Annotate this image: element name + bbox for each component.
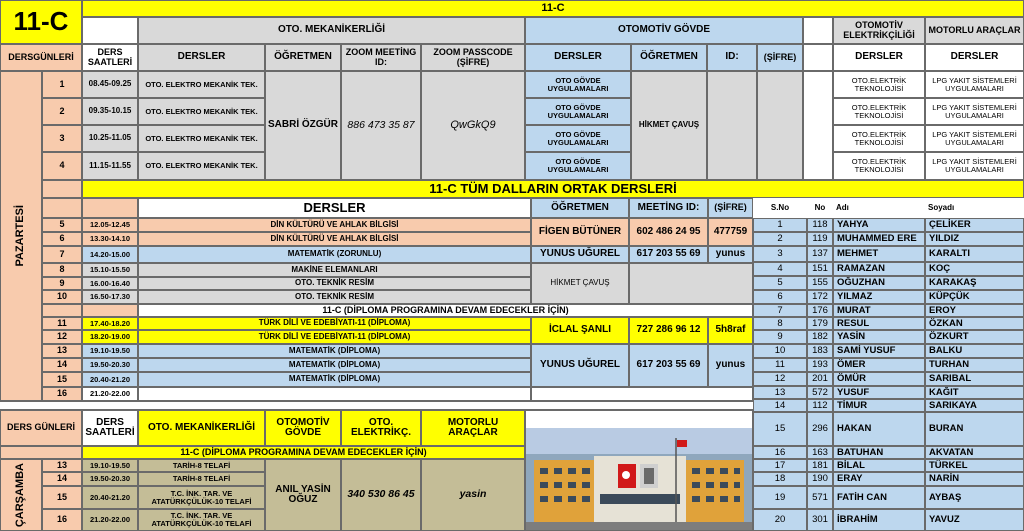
period-time: 16.50-17.30 [82,290,138,304]
student-header-soyadi: Soyadı [925,198,1024,218]
area-oto-mekanikerligi: OTO. MEKANİKERLİĞİ [138,17,525,44]
zoom-id-mek: 886 473 35 87 [341,71,421,180]
student-no: 155 [807,276,833,290]
student-sno: 16 [753,446,807,459]
course-elek: OTO.ELEKTRİK TEKNOLOJİSİ [833,98,925,125]
header-ders-saatleri: DERS SAATLERİ [82,44,138,71]
common-banner: 11-C TÜM DALLARIN ORTAK DERSLERİ [82,180,1024,198]
period-number: 15 [42,486,82,509]
header-dersgunleri: DERSGÜNLERİ [0,44,82,71]
common-course: OTO. TEKNİK RESİM [138,290,531,304]
student-surname: KOÇ [925,262,1024,276]
course-elek: OTO.ELEKTRİK TEKNOLOJİSİ [833,152,925,180]
teacher-govde: HİKMET ÇAVUŞ [631,71,707,180]
common-course: MATEMATİK (ZORUNLU) [138,246,531,263]
student-surname: ÖZKAN [925,317,1024,330]
common-course: TÜRK DİLİ VE EDEBİYATI-11 (DİPLOMA) [138,317,531,330]
student-name: BATUHAN [833,446,925,459]
period-number: 16 [42,387,82,401]
period-number: 7 [42,246,82,263]
school-photo [525,410,753,531]
student-surname: KARAKAŞ [925,276,1024,290]
common-header-meeting: MEETİNG ID: [629,198,708,218]
course-motor: LPG YAKIT SİSTEMLERİ UYGULAMALARI [925,71,1024,98]
student-name: YASİN [833,330,925,344]
school-building-image [526,428,752,531]
student-no: 182 [807,330,833,344]
student-surname: KÜPÇÜK [925,290,1024,304]
course-mek: OTO. ELEKTRO MEKANİK TEK. [138,71,265,98]
common-course: MATEMATİK (DİPLOMA) [138,358,531,372]
student-surname: KARALTI [925,246,1024,262]
period-number: 6 [42,232,82,246]
period-time: 20.40-21.20 [82,372,138,387]
common-course: OTO. TEKNİK RESİM [138,277,531,290]
teacher-figen: FİGEN BÜTÜNER [531,218,629,246]
area-otomotiv-elektrikciligi: OTOMOTİV ELEKTRİKÇİLİĞİ [833,17,925,44]
common-course: MATEMATİK (DİPLOMA) [138,372,531,387]
student-name: OĞUZHAN [833,276,925,290]
student-sno: 15 [753,412,807,446]
student-surname: YILDIZ [925,232,1024,246]
student-no: 572 [807,386,833,399]
top-banner: 11-C [82,0,1024,17]
student-surname: ÖZKURT [925,330,1024,344]
period-time: 21.20-22.00 [82,509,138,531]
student-sno: 19 [753,486,807,509]
student-header-sno: S.No [753,198,807,218]
period-time: 19.10-19.50 [82,459,138,472]
bottom-banner: 11-C (DİPLOMA PROGRAMINA DEVAM EDECEKLER İÇİN) [82,446,525,459]
student-no: 176 [807,304,833,317]
header-id-govde: ID: [707,44,757,71]
teacher-hikmet: HİKMET ÇAVUŞ [531,263,629,304]
student-sno: 4 [753,262,807,276]
day-column-pazartesi [0,71,42,401]
blank-cell [82,198,138,218]
course-elek: OTO.ELEKTRİK TEKNOLOJİSİ [833,71,925,98]
student-no: 172 [807,290,833,304]
telafi-course: TARİH-8 TELAFİ [138,459,265,472]
teacher-anil: ANIL YASİN OĞUZ [265,459,341,531]
blank-cell [803,71,833,180]
period-time: 21.20-22.00 [82,387,138,401]
blank-cell [0,446,82,459]
student-no: 571 [807,486,833,509]
student-no: 296 [807,412,833,446]
course-govde: OTO GÖVDE UYGULAMALARI [525,152,631,180]
period-time: 15.10-15.50 [82,263,138,277]
common-header-ogretmen: ÖĞRETMEN [531,198,629,218]
student-sno: 9 [753,330,807,344]
spacer-row [0,401,753,410]
student-name: ÖMÜR [833,372,925,386]
student-surname: EROY [925,304,1024,317]
period-time: 08.45-09.25 [82,71,138,98]
student-surname: BALKU [925,344,1024,358]
period-time: 12.05-12.45 [82,218,138,232]
period-number: 14 [42,358,82,372]
header-dersler-govde: DERSLER [525,44,631,71]
student-sno: 8 [753,317,807,330]
student-surname: AKVATAN [925,446,1024,459]
student-no: 151 [807,262,833,276]
period-number: 12 [42,330,82,344]
passcode-yunus-2: yunus [708,344,753,387]
teacher-mek: SABRİ ÖZGÜR [265,71,341,180]
student-name: YILMAZ [833,290,925,304]
header-dersler: DERSLER [138,44,265,71]
course-govde: OTO GÖVDE UYGULAMALARI [525,125,631,152]
blank-cell [803,17,833,44]
common-header-sifre: (ŞİFRE) [708,198,753,218]
student-surname: BURAN [925,412,1024,446]
student-no: 137 [807,246,833,262]
student-sno: 1 [753,218,807,232]
meeting-id-anil: 340 530 86 45 [341,459,421,531]
student-name: ERAY [833,472,925,486]
student-sno: 12 [753,372,807,386]
passcode-anil: yasin [421,459,525,531]
course-mek: OTO. ELEKTRO MEKANİK TEK. [138,98,265,125]
student-surname: SARIKAYA [925,399,1024,412]
period-time: 13.30-14.10 [82,232,138,246]
period-number: 8 [42,263,82,277]
meeting-id-yunus-1: 617 203 55 69 [629,246,708,263]
student-name: RAMAZAN [833,262,925,276]
teacher-yunus-1: YUNUS UĞUREL [531,246,629,263]
student-no: 119 [807,232,833,246]
bottom-header-motor: MOTORLU ARAÇLAR [421,410,525,446]
student-name: RESUL [833,317,925,330]
area-otomotiv-govde: OTOMOTİV GÖVDE [525,17,803,44]
student-surname: NARİN [925,472,1024,486]
student-no: 190 [807,472,833,486]
student-no: 201 [807,372,833,386]
student-surname: TÜRKEL [925,459,1024,472]
period-number: 11 [42,317,82,330]
student-name: TİMUR [833,399,925,412]
student-sno: 2 [753,232,807,246]
passcode-yunus-1: yunus [708,246,753,263]
student-no: 163 [807,446,833,459]
course-govde: OTO GÖVDE UYGULAMALARI [525,71,631,98]
header-dersler-motor: DERSLER [925,44,1024,71]
zoom-pass-govde [757,71,803,180]
course-elek: OTO.ELEKTRİK TEKNOLOJİSİ [833,125,925,152]
student-name: FATİH CAN [833,486,925,509]
student-sno: 17 [753,459,807,472]
telafi-course: T.C. İNK. TAR. VE ATATÜRKÇÜLÜK-10 TELAFİ [138,486,265,509]
student-sno: 10 [753,344,807,358]
common-course: MATEMATİK (DİPLOMA) [138,344,531,358]
period-time: 09.35-10.15 [82,98,138,125]
header-dersler-elek: DERSLER [833,44,925,71]
period-time: 20.40-21.20 [82,486,138,509]
course-motor: LPG YAKIT SİSTEMLERİ UYGULAMALARI [925,98,1024,125]
blank-cell [629,263,753,304]
blank-cell [42,304,82,317]
student-surname: KAĞIT [925,386,1024,399]
course-mek: OTO. ELEKTRO MEKANİK TEK. [138,152,265,180]
student-no: 112 [807,399,833,412]
common-course [138,387,531,401]
blank-cell [42,180,82,198]
period-number: 13 [42,459,82,472]
student-sno: 14 [753,399,807,412]
student-surname: AYBAŞ [925,486,1024,509]
period-time: 16.00-16.40 [82,277,138,290]
course-mek: OTO. ELEKTRO MEKANİK TEK. [138,125,265,152]
period-time: 10.25-11.05 [82,125,138,152]
student-surname: SARIBAL [925,372,1024,386]
period-time: 19.50-20.30 [82,472,138,486]
period-time: 18.20-19.00 [82,330,138,344]
bottom-header-mek: OTO. MEKANİKERLİĞİ [138,410,265,446]
diploma-banner: 11-C (DİPLOMA PROGRAMINA DEVAM EDECEKLER İÇİN) [138,304,753,317]
meeting-id-figen: 602 486 24 95 [629,218,708,246]
common-course: TÜRK DİLİ VE EDEBİYATI-11 (DİPLOMA) [138,330,531,344]
day-label-carsamba: ÇARŞAMBA [14,462,27,528]
zoom-id-govde [707,71,757,180]
student-name: MEHMET [833,246,925,262]
blank-cell [82,304,138,317]
student-name: İBRAHİM [833,509,925,531]
student-surname: TURHAN [925,358,1024,372]
student-sno: 20 [753,509,807,531]
telafi-course: T.C. İNK. TAR. VE ATATÜRKÇÜLÜK-10 TELAFİ [138,509,265,531]
student-sno: 13 [753,386,807,399]
period-time: 17.40-18.20 [82,317,138,330]
header-zoom-passcode: ZOOM PASSCODE (ŞİFRE) [421,44,525,71]
course-govde: OTO GÖVDE UYGULAMALARI [525,98,631,125]
telafi-course: TARİH-8 TELAFİ [138,472,265,486]
day-column-carsamba [0,459,42,531]
common-course: DİN KÜLTÜRÜ VE AHLAK BİLGİSİ [138,232,531,246]
header-zoom-meeting-id: ZOOM MEETİNG ID: [341,44,421,71]
meeting-id-iclal: 727 286 96 12 [629,317,708,344]
blank-cell [531,387,753,401]
day-label: PAZARTESİ [14,205,27,267]
period-number: 13 [42,344,82,358]
student-no: 181 [807,459,833,472]
student-name: BİLAL [833,459,925,472]
student-sno: 6 [753,290,807,304]
header-ogretmen: ÖĞRETMEN [265,44,341,71]
blank-cell [82,17,138,44]
student-sno: 3 [753,246,807,262]
period-number: 4 [42,152,82,180]
student-sno: 18 [753,472,807,486]
period-number: 14 [42,472,82,486]
student-name: ÖMER [833,358,925,372]
student-name: HAKAN [833,412,925,446]
passcode-iclal: 5h8raf [708,317,753,344]
period-number: 3 [42,125,82,152]
bottom-header-govde: OTOMOTİV GÖVDE [265,410,341,446]
student-no: 193 [807,358,833,372]
common-course: MAKİNE ELEMANLARI [138,263,531,277]
student-surname: ÇELİKER [925,218,1024,232]
header-sifre-govde: (ŞİFRE) [757,44,803,71]
student-name: MURAT [833,304,925,317]
student-no: 118 [807,218,833,232]
meeting-id-yunus-2: 617 203 55 69 [629,344,708,387]
student-no: 301 [807,509,833,531]
student-no: 179 [807,317,833,330]
period-number: 1 [42,71,82,98]
period-number: 15 [42,372,82,387]
student-name: MUHAMMED ERE [833,232,925,246]
zoom-pass-mek: QwGkQ9 [421,71,525,180]
period-time: 11.15-11.55 [82,152,138,180]
student-header-adi: Adı [833,198,925,218]
blank-cell [42,198,82,218]
common-header-dersler: DERSLER [138,198,531,218]
course-motor: LPG YAKIT SİSTEMLERİ UYGULAMALARI [925,125,1024,152]
teacher-iclal: İCLAL ŞANLI [531,317,629,344]
student-name: SAMİ YUSUF [833,344,925,358]
period-number: 10 [42,290,82,304]
period-time: 19.10-19.50 [82,344,138,358]
course-motor: LPG YAKIT SİSTEMLERİ UYGULAMALARI [925,152,1024,180]
passcode-figen: 477759 [708,218,753,246]
period-number: 9 [42,277,82,290]
period-time: 14.20-15.00 [82,246,138,263]
common-course: DİN KÜLTÜRÜ VE AHLAK BİLGİSİ [138,218,531,232]
area-motorlu-araclar: MOTORLU ARAÇLAR [925,17,1024,44]
period-number: 2 [42,98,82,125]
student-surname: YAVUZ [925,509,1024,531]
blank-cell [803,44,833,71]
student-no: 183 [807,344,833,358]
student-name: YAHYA [833,218,925,232]
bottom-header-elek: OTO. ELEKTRİKÇ. [341,410,421,446]
period-number: 16 [42,509,82,531]
teacher-yunus-2: YUNUS UĞUREL [531,344,629,387]
bottom-header-ders-saatleri: DERS SAATLERİ [82,410,138,446]
student-sno: 11 [753,358,807,372]
period-time: 19.50-20.30 [82,358,138,372]
student-sno: 7 [753,304,807,317]
period-number: 5 [42,218,82,232]
class-label: 11-C [0,0,82,44]
student-name: YUSUF [833,386,925,399]
student-header-no: No [807,198,833,218]
bottom-header-dersgunleri: DERS GÜNLERİ [0,410,82,446]
student-sno: 5 [753,276,807,290]
header-ogretmen-govde: ÖĞRETMEN [631,44,707,71]
